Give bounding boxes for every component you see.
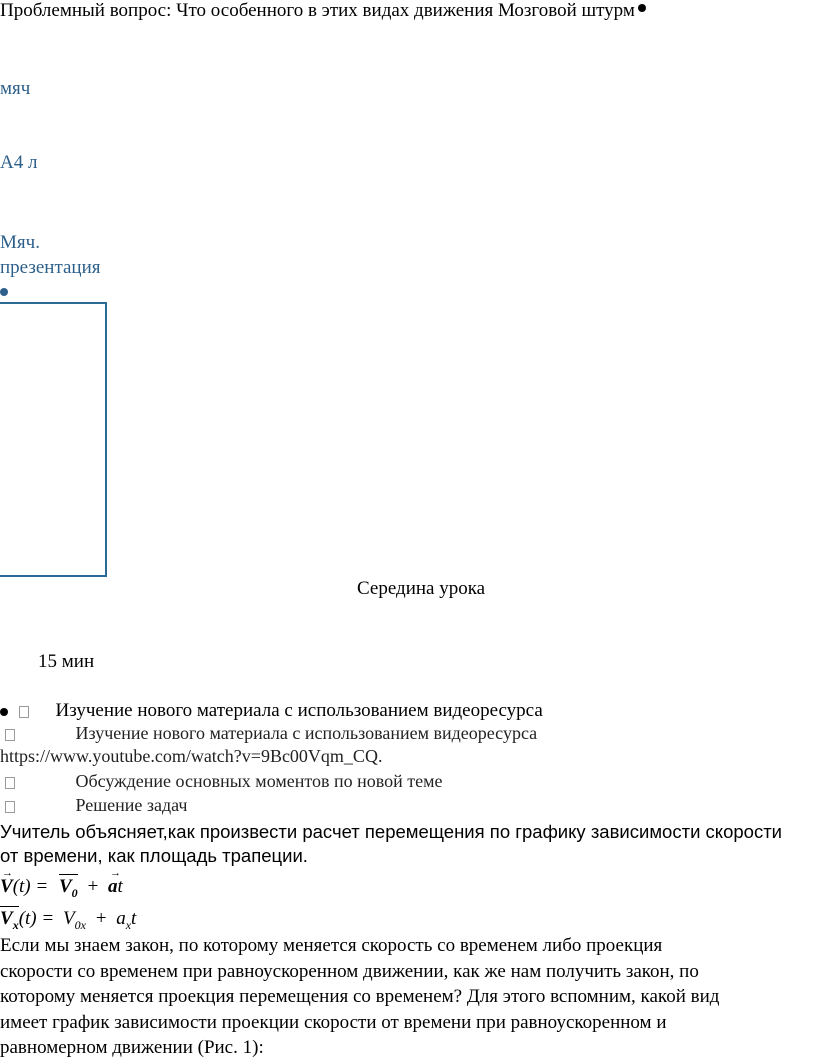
formula-projection-velocity xyxy=(0,906,136,933)
vector-a-symbol: → a xyxy=(107,867,121,897)
mind-map-item-ball-2: Мяч. xyxy=(0,232,40,253)
formula-part: $a_xt$ xyxy=(116,908,137,932)
activity-main-row xyxy=(0,700,543,722)
paragraph-line: которому меняется проекция перемещения со временем? Для этого вспомним, какой вид xyxy=(0,986,720,1007)
bullet-icon-blue xyxy=(0,283,8,301)
formula-part: (t) = xyxy=(12,876,49,897)
bullet-icon xyxy=(638,4,646,12)
activity-list-item xyxy=(0,771,443,792)
paragraph-line: скорости со временем при равноускоренном движении, как же нам получить закон, по xyxy=(0,960,699,982)
formula-part: + xyxy=(86,876,100,897)
activity-list-item xyxy=(0,795,187,816)
formula-part: $V_{0x}$ xyxy=(62,908,86,932)
activity-list-text: Решение задач xyxy=(75,795,188,815)
paragraph-line: равномерном движении (Рис. 1): xyxy=(0,1037,264,1058)
formula-part: + xyxy=(94,908,108,929)
formula-vector-velocity xyxy=(0,867,123,901)
activity-main-text: Изучение нового материала с использованием видеоресурса xyxy=(55,700,543,721)
vector-v-symbol: → V xyxy=(0,867,13,897)
lesson-stage-title: Середина урока xyxy=(357,578,486,599)
body-paragraph xyxy=(0,933,812,1061)
lesson-duration: 15 мин xyxy=(38,651,95,672)
problem-question-text: Проблемный вопрос: Что особенного в этих видах движения Мозговой штурм xyxy=(0,0,635,21)
formula-part: t xyxy=(117,876,123,897)
paragraph-line: имеет график зависимости проекции скорости от времени при равноускоренном и xyxy=(0,1011,667,1033)
vector-v0-symbol: $V_0$ xyxy=(58,876,78,900)
mind-map-item-presentation: презентация xyxy=(0,257,101,278)
formula-part: (t) = xyxy=(18,908,55,929)
paragraph-line: Если мы знаем закон, по которому меняется скорость со временем либо проекция xyxy=(0,935,663,956)
mind-map-item-ball: мяч xyxy=(0,78,31,99)
activity-list-item xyxy=(0,723,537,744)
activity-list-text: Изучение нового материала с использованием видеоресурса xyxy=(75,723,538,743)
missing-glyph-icon xyxy=(5,777,15,789)
missing-glyph-icon xyxy=(19,706,29,718)
image-frame xyxy=(0,302,107,577)
activity-list-text: Обсуждение основных моментов по новой теме xyxy=(75,771,443,791)
teacher-text-line-1: Учитель объясняет,как произвести расчет перемещения по графику зависимости скорости xyxy=(0,821,783,842)
missing-glyph-icon xyxy=(5,801,15,813)
projection-vx-symbol: $V_x$ xyxy=(0,908,19,932)
mind-map-item-a4: А4 л xyxy=(0,152,38,173)
missing-glyph-icon xyxy=(5,729,15,741)
teacher-text-line-2: от времени, как площадь трапеции. xyxy=(0,845,308,866)
activity-url: https://www.youtube.com/watch?v=9Bc00Vqm_CQ. xyxy=(0,746,383,766)
problem-question-line xyxy=(0,0,646,22)
bullet-icon xyxy=(0,708,8,716)
